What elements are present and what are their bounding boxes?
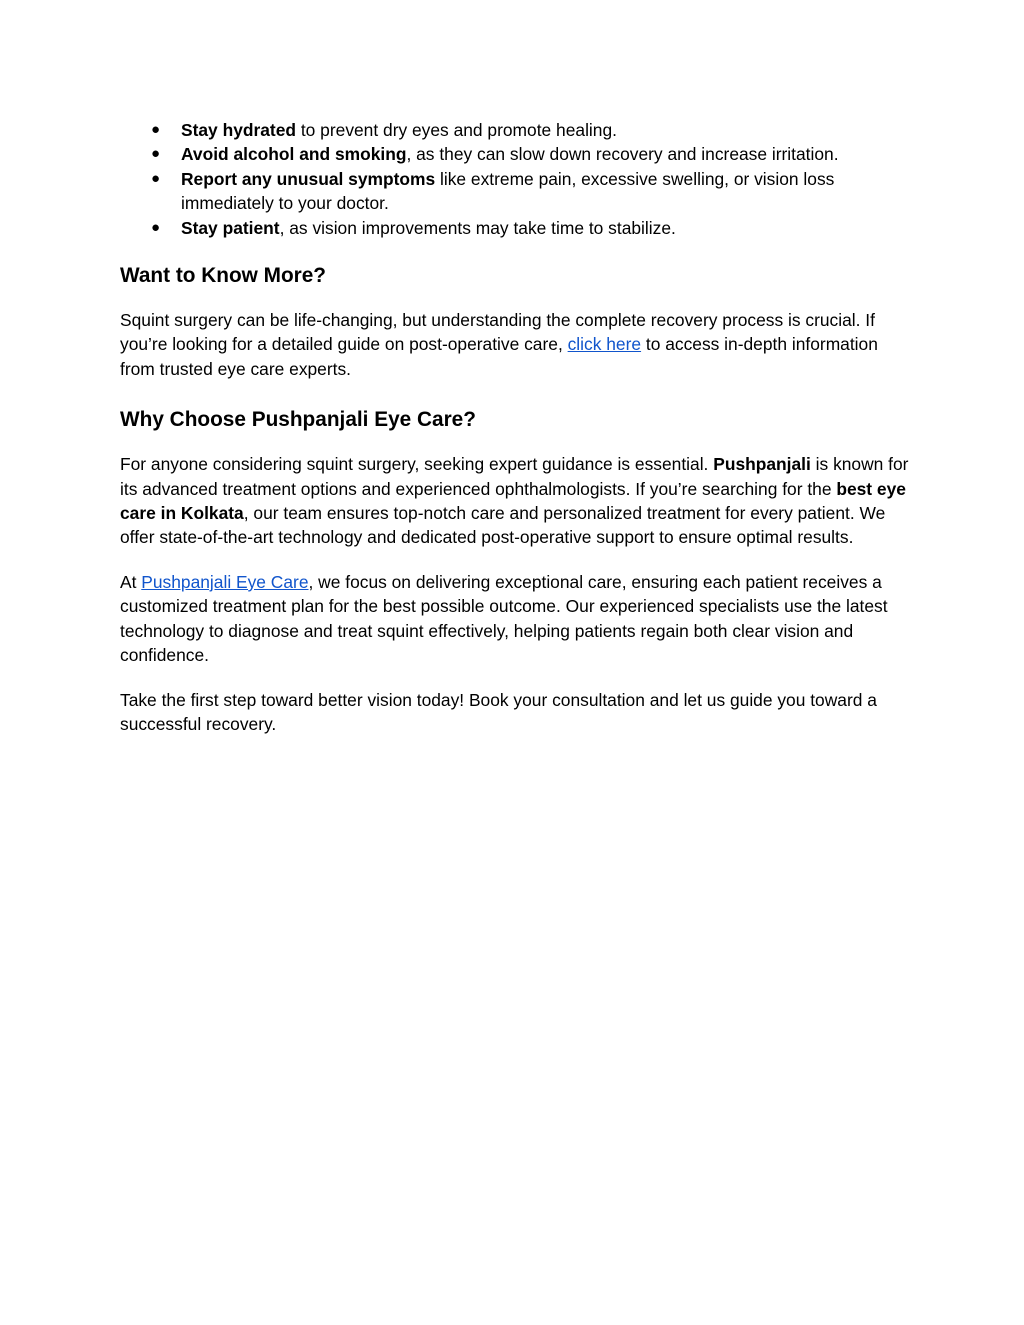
bullet-icon: ● — [151, 169, 161, 187]
bold-text: Pushpanjali — [713, 454, 811, 475]
paragraph-text: , our team ensures top-notch care and personalized treatment for every patient. We offer state-of-the-art technology and dedicated post-operative support to ensure optimal results. — [120, 503, 886, 548]
why-choose-paragraph-2 — [120, 570, 910, 668]
list-item — [120, 118, 910, 142]
tip-title: Avoid alcohol and smoking — [181, 144, 407, 165]
why-choose-paragraph-1 — [120, 452, 910, 550]
paragraph-text: Squint surgery can be life-changing, but understanding the complete recovery process is crucial. If you’re looking for a detailed guide on post-operative care, — [120, 310, 875, 355]
tip-text: like extreme pain, excessive swelling, or vision loss immediately to your doctor. — [181, 168, 835, 214]
bullet-icon: ● — [151, 121, 161, 138]
tip-title: Report any unusual symptoms — [181, 168, 436, 189]
list-item — [120, 167, 910, 216]
paragraph-text: to access in-depth information from trusted eye care experts. — [120, 334, 878, 379]
list-item — [120, 142, 910, 166]
know-more-paragraph — [120, 308, 910, 381]
recovery-tips-list — [120, 118, 910, 240]
paragraph-text: , we focus on delivering exceptional care, ensuring each patient receives a customized treatment plan for the best possible outcome. Our experienced specialists use the latest technology to diagnose and treat squint effectively, helping patients regain both clear vision and confidence. — [120, 571, 888, 666]
click-here-link[interactable]: click here — [567, 334, 642, 355]
pushpanjali-eye-care-link[interactable]: Pushpanjali Eye Care — [141, 571, 309, 592]
paragraph-text: At — [120, 571, 142, 592]
bullet-icon: ● — [151, 145, 161, 163]
paragraph-text: is known for its advanced treatment options and experienced ophthalmologists. If you’re searching for the — [120, 454, 909, 499]
call-to-action-paragraph: Take the first step toward better vision today! Book your consultation and let us guide you toward a successful recovery. — [120, 689, 877, 734]
tip-text: , as they can slow down recovery and increase irritation. — [406, 144, 839, 165]
document-page — [120, 118, 910, 736]
list-item — [120, 216, 910, 240]
tip-title: Stay hydrated — [181, 120, 297, 140]
tip-text: to prevent dry eyes and promote healing. — [296, 120, 617, 140]
section-heading-know-more: Want to Know More? — [120, 264, 327, 288]
paragraph-text: For anyone considering squint surgery, seeking expert guidance is essential. — [120, 454, 714, 475]
tip-text: , as vision improvements may take time to stabilize. — [279, 217, 676, 238]
section-heading-why-choose: Why Choose Pushpanjali Eye Care? — [120, 408, 476, 432]
tip-title: Stay patient — [181, 217, 280, 238]
bold-text: best eye care in Kolkata — [120, 478, 906, 524]
bullet-icon: ● — [151, 218, 161, 236]
